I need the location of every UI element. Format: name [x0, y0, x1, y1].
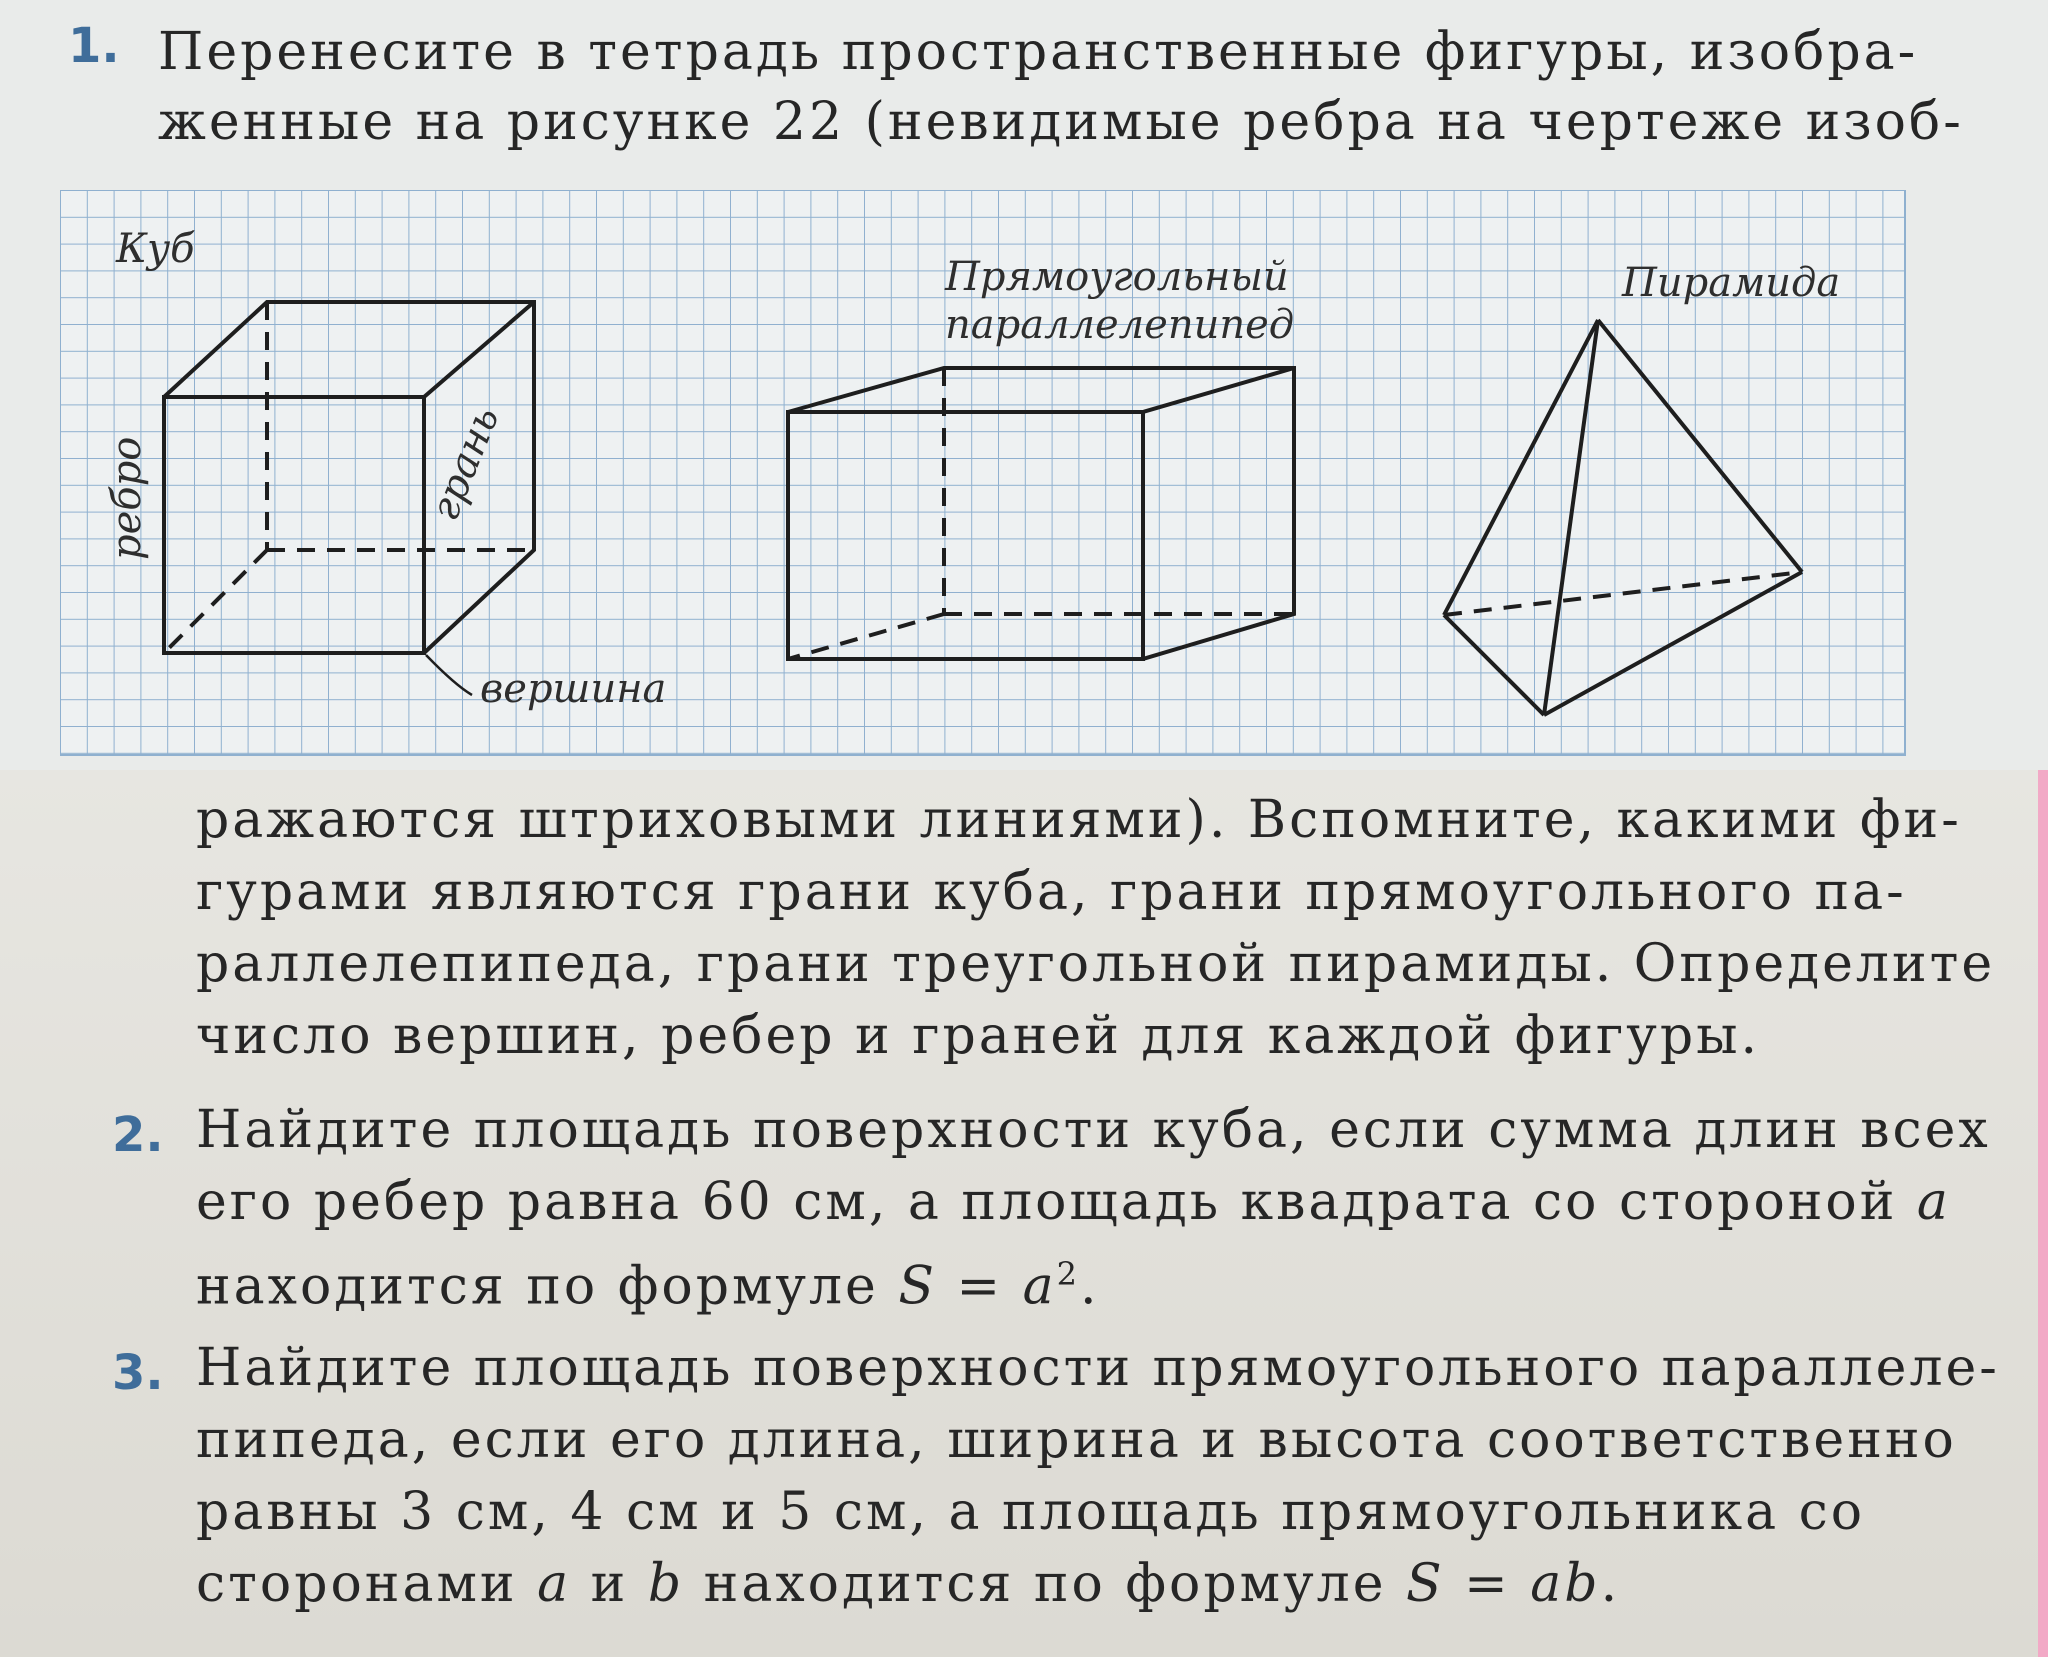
problem-3-line-3: равны 3 см, 4 см и 5 см, а площадь прямоугольника со [196, 1482, 1866, 1542]
problem-number-1: 1. [68, 18, 120, 74]
pyramid-label: Пирамида [1622, 260, 1841, 306]
problem-3-line-4-b: находится по формуле [684, 1554, 1407, 1614]
cube-label: Куб [116, 226, 195, 272]
problem-1-line-3: ражаются штриховыми линиями). Вспомните, какими фи- [196, 790, 1962, 850]
variable-b: b [647, 1554, 685, 1614]
variable-a: a [1916, 1172, 1951, 1232]
formula-square-area: S = a [898, 1256, 1057, 1317]
problem-1-line-4: гурами являются грани куба, грани прямоугольного па- [196, 862, 1907, 922]
formula-exponent: 2 [1056, 1255, 1080, 1293]
problem-1-line-2: женные на рисунке 22 (невидимые ребра на чертеже изоб- [158, 92, 1964, 152]
problem-2-line-1: Найдите площадь поверхности куба, если сумма длин всех [196, 1100, 1991, 1160]
face-label: грань [421, 400, 509, 527]
problem-2-period: . [1080, 1256, 1100, 1317]
problem-3-line-1: Найдите площадь поверхности прямоугольного параллеле- [196, 1338, 2000, 1398]
problem-1-line-6: число вершин, ребер и граней для каждой фигуры. [196, 1006, 1761, 1066]
problem-2-line-2-text: его ребер равна 60 см, а площадь квадрата со стороной [196, 1172, 1917, 1232]
box-label-line-1: Прямоугольный [945, 254, 1289, 300]
problem-3-line-4 [196, 1554, 1620, 1614]
vertex-label: вершина [480, 666, 667, 712]
figure-22 [60, 190, 1910, 760]
problem-2-line-2 [196, 1172, 1951, 1232]
problem-3-line-4-a: сторонами [196, 1554, 538, 1614]
variable-a: a [537, 1554, 572, 1614]
problem-2-line-3-text: находится по формуле [196, 1256, 899, 1317]
problem-2-line-3 [196, 1244, 1100, 1316]
problem-1-line-1: Перенесите в тетрадь пространственные фигуры, изобра- [158, 22, 1919, 82]
problem-number-3: 3. [112, 1345, 164, 1401]
box-label-line-2: параллелепипед [945, 302, 1295, 348]
edge-label: ребро [104, 436, 150, 560]
problem-3-line-2: пипеда, если его длина, ширина и высота соответственно [196, 1410, 1957, 1470]
problem-3-period: . [1600, 1554, 1621, 1614]
formula-rectangle-area: S = ab [1406, 1554, 1601, 1614]
problem-1-line-5: раллелепипеда, грани треугольной пирамиды. Определите [196, 934, 1996, 994]
problem-number-2: 2. [112, 1107, 164, 1163]
problem-3-and: и [571, 1554, 648, 1614]
